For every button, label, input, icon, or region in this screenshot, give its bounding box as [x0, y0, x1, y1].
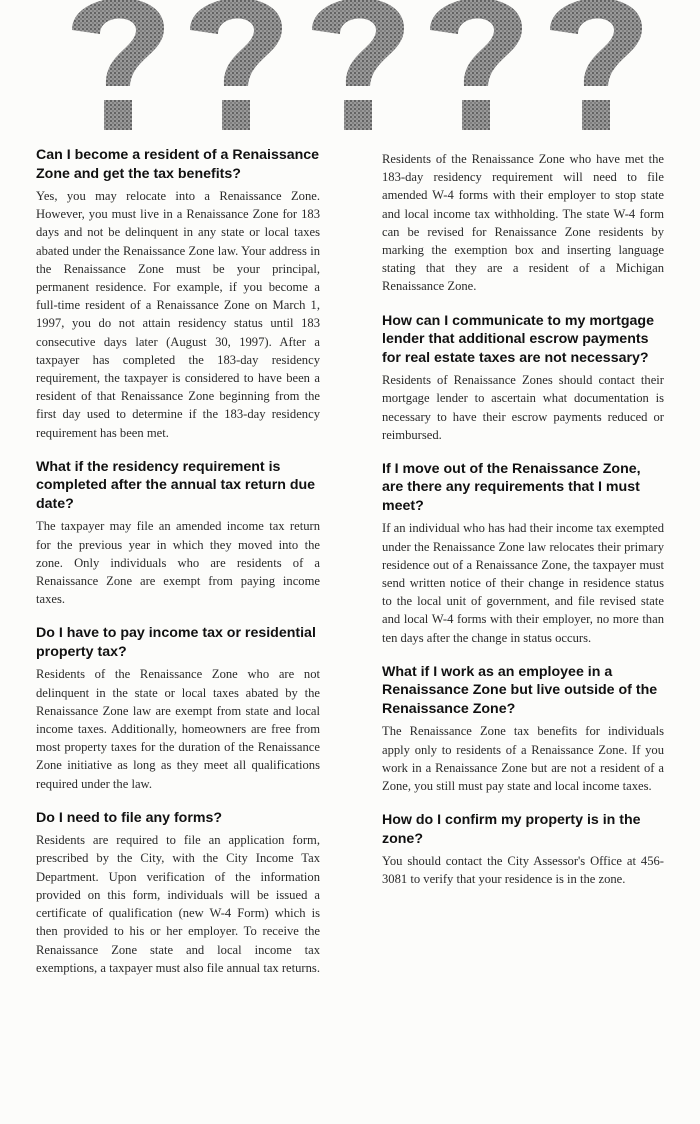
faq-section	[36, 809, 320, 977]
question-mark-icon	[550, 0, 642, 130]
faq-answer: Residents of Renaissance Zones should contact their mortgage lender to ascertain what documentation is necessary to have their escrow payments reduced or reimbursed.	[382, 373, 664, 442]
faq-question: Can I become a resident of a Renaissance Zone and get the tax benefits?	[36, 147, 320, 182]
question-mark-banner	[0, 0, 700, 140]
faq-section-continued	[382, 150, 664, 296]
faq-answer: Residents of the Renaissance Zone who are not delinquent in the state or local taxes abated by the Renaissance Zone law are exempt from state and local income taxes. Additionally, homeowners are free from most property taxes for the duration of the Renaissance Zone initiative as long as they meet all qualifications required under the law.	[36, 667, 320, 791]
faq-answer: Residents are required to file an application form, prescribed by the City, with the City Income Tax Department. Upon verification of the information provided on this form, individuals will be issued a certificate of qualification (new W-4 Form) which is then provided to his or her employer. To receive the Renaissance Zone state and local income tax exemptions, a taxpayer must also file annual tax returns.	[36, 833, 320, 975]
left-column	[36, 146, 320, 993]
right-column	[382, 150, 664, 905]
faq-question: What if I work as an employee in a Renaissance Zone but live outside of the Renaissance Zone?	[382, 663, 658, 717]
faq-section	[36, 458, 320, 609]
faq-section	[382, 663, 664, 795]
faq-answer: The taxpayer may file an amended income tax return for the previous year in which they moved into the zone. Only individuals who are residents of a Renaissance Zone are exempt from paying income taxes.	[36, 519, 320, 607]
faq-question: Do I need to file any forms?	[36, 809, 223, 826]
faq-answer: You should contact the City Assessor's Office at 456-3081 to verify that your residence is in the zone.	[382, 854, 664, 887]
faq-question: How do I confirm my property is in the zone?	[382, 812, 641, 847]
faq-section	[382, 460, 664, 647]
faq-question: How can I communicate to my mortgage lender that additional escrow payments for real estate taxes are not necessary?	[382, 312, 654, 366]
question-mark-icon	[430, 0, 522, 130]
faq-answer: Residents of the Renaissance Zone who have met the 183-day residency requirement will need to file amended W-4 forms with their employer to stop state and local income tax withholding. The state W-4 form can be revised for Renaissance Zone residents by marking the exemption box and inserting language stating that they are a resident of a Michigan Renaissance Zone.	[382, 152, 664, 294]
faq-section	[36, 146, 320, 442]
faq-section	[36, 624, 320, 792]
faq-answer: If an individual who has had their income tax exempted under the Renaissance Zone law relocates their primary residence out of a Renaissance Zone, the taxpayer must send written notice of their change in residence status to the local unit of government, and file revised state and local W-4 forms with their employer, no more than ten days after the change in status occurs.	[382, 521, 664, 645]
faq-answer: The Renaissance Zone tax benefits for individuals apply only to residents of a Renaissance Zone. If you work in a Renaissance Zone but are not a resident of a Zone, you still must pay state and local income taxes.	[382, 724, 664, 793]
faq-question: If I move out of the Renaissance Zone, are there any requirements that I must meet?	[382, 460, 641, 514]
question-marks-graphic	[0, 0, 700, 140]
question-mark-icon	[72, 0, 164, 130]
faq-answer: Yes, you may relocate into a Renaissance Zone. However, you must live in a Renaissance Zone for 183 days and not be delinquent in any state or local taxes abated under the Renaissance Zone law. Your address in the Renaissance Zone must be your principal, permanent residence. For example, if you become a full-time resident of a Renaissance Zone on March 1, 1997, you do not attain residency status until 183 consecutive days later (August 30, 1997). After a taxpayer has completed the 183-day residency requirement, the taxpayer is considered to have been a resident of that Renaissance Zone beginning from the first day used to determine if the 183-day residency requirement has been met.	[36, 189, 320, 440]
faq-section	[382, 811, 664, 888]
faq-section	[382, 312, 664, 444]
faq-question: Do I have to pay income tax or residential property tax?	[36, 625, 316, 660]
question-mark-icon	[190, 0, 282, 130]
question-mark-icon	[312, 0, 404, 130]
faq-question: What if the residency requirement is completed after the annual tax return due date?	[36, 458, 316, 512]
